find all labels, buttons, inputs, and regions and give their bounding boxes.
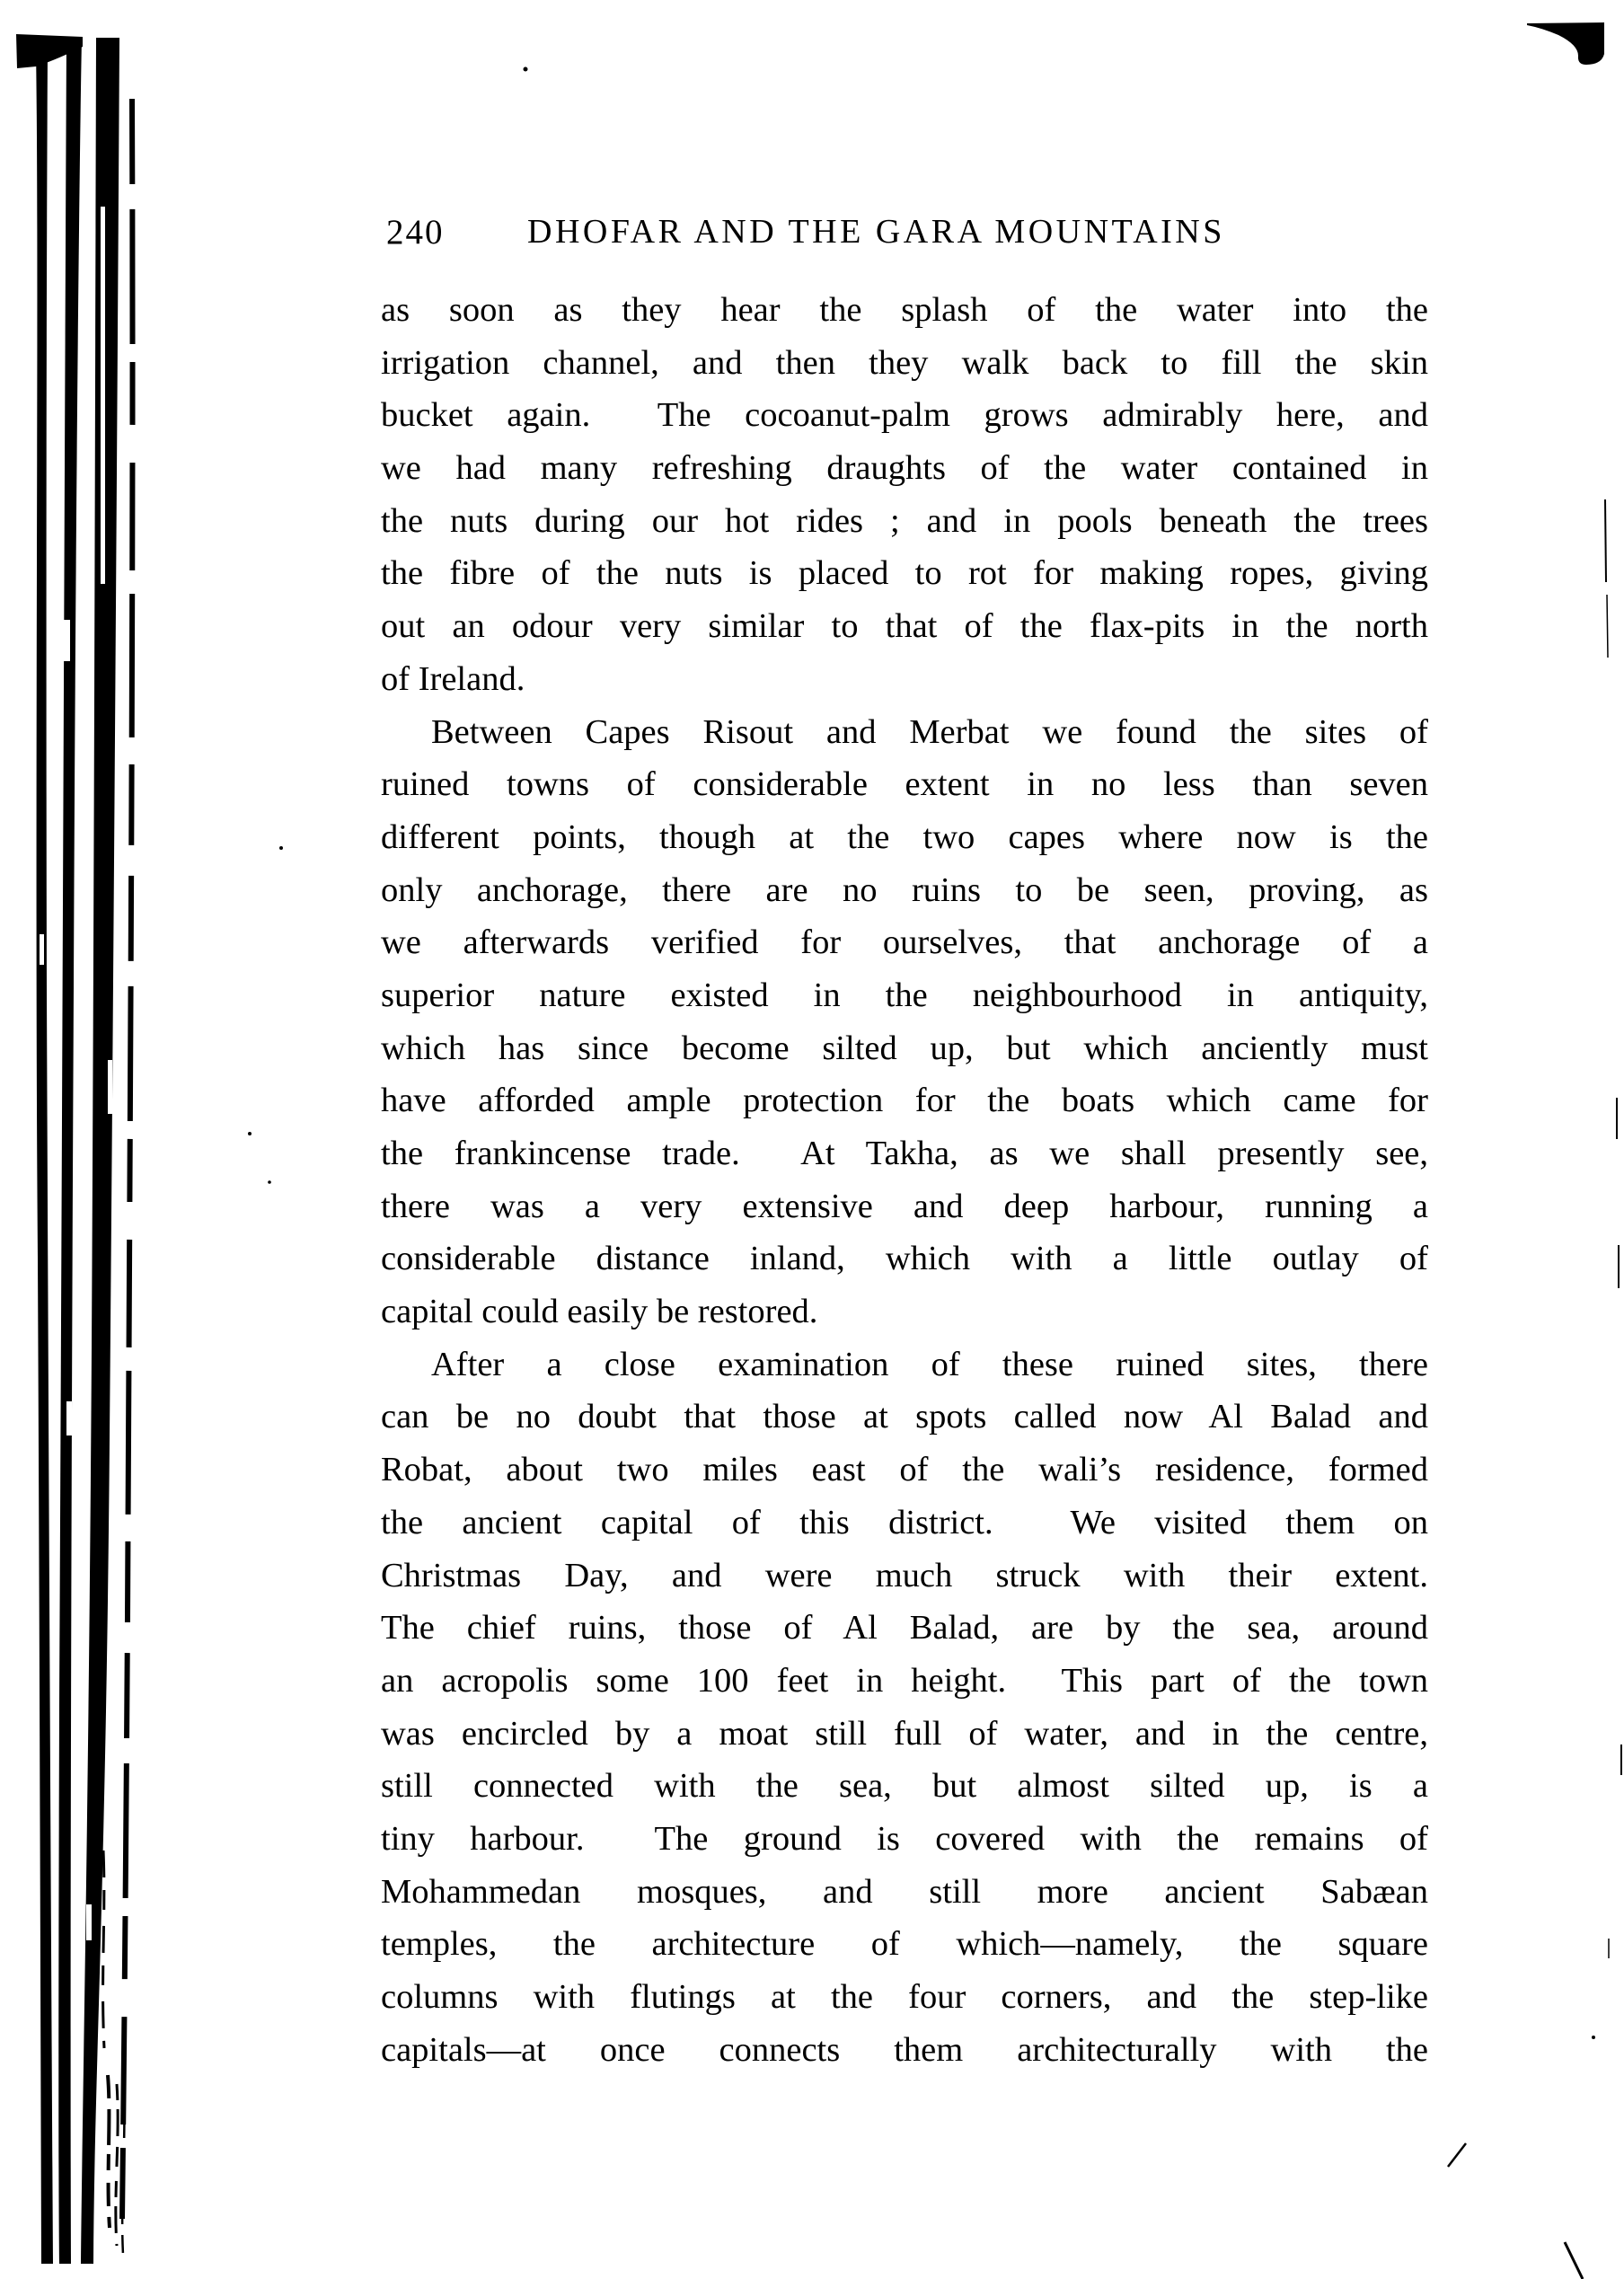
gutter-scratches (103, 1851, 104, 2048)
paragraph (381, 706, 1428, 1338)
text-line: we afterwards verified for ourselves, that anchorage of a (381, 923, 1428, 962)
text-block (381, 284, 1428, 2076)
text-line: the nuts during our hot rides ; and in pools beneath the trees (381, 501, 1428, 540)
gutter-stripe (81, 38, 119, 2264)
gutter-stripe-thin (122, 99, 133, 2219)
text-line: ruined towns of considerable extent in no less than seven (381, 765, 1428, 804)
ink-speck (248, 1132, 252, 1135)
text-line: Between Capes Risout and Merbat we found the sites of (431, 712, 1428, 751)
paragraph (381, 1338, 1428, 2077)
text-line: the frankincense trade. At Takha, as we shall presently see, (381, 1135, 1428, 1172)
gutter-scratches (122, 2093, 124, 2255)
ink-speck (1592, 2036, 1595, 2039)
text-line: have afforded ample protection for the boats which came for (381, 1082, 1428, 1120)
text-line: can be no doubt that those at spots called now Al Balad and (381, 1398, 1428, 1436)
running-title: DHOFAR AND THE GARA MOUNTAINS (527, 213, 1225, 251)
text-line: out an odour very similar to that of the flax-pits in the north (381, 607, 1428, 646)
text-line: After a close examination of these ruined sites, there (431, 1345, 1428, 1383)
text-line: superior nature existed in the neighbourhood in antiquity, (381, 976, 1428, 1014)
text-line: The chief ruins, those of Al Balad, are by the sea, around (381, 1609, 1428, 1647)
text-line: the fibre of the nuts is placed to rot for making ropes, giving (381, 554, 1428, 593)
page-header (381, 212, 1428, 259)
text-line: of Ireland. (381, 659, 525, 698)
text-line: as soon as they hear the splash of the water into the (381, 291, 1428, 329)
text-line: Mohammedan mosques, and still more ancient Sabæan (381, 1872, 1428, 1911)
text-line: capitals—at once connects them architecturally with the (381, 2030, 1428, 2069)
text-line: was encircled by a moat still full of water, and in the centre, (381, 1714, 1428, 1753)
text-line: we had many refreshing draughts of the water contained in (381, 449, 1428, 488)
text-line: only anchorage, there are no ruins to be seen, proving, as (381, 870, 1428, 909)
text-line: temples, the architecture of which—namely, the square (381, 1925, 1428, 1964)
text-line: different points, though at the two capes where now is the (381, 817, 1428, 856)
gutter-top-blob (16, 34, 83, 68)
corner-wedge-artifact (1527, 22, 1604, 65)
text-line: tiny harbour. The ground is covered with the remains of (381, 1819, 1428, 1858)
text-line: columns with flutings at the four corners, and the step-like (381, 1978, 1428, 2016)
gutter-scratches (116, 2084, 118, 2246)
page-number: 240 (386, 213, 445, 252)
text-line: an acropolis some 100 feet in height. This part of the town (381, 1661, 1428, 1700)
ink-speck (279, 846, 283, 850)
margin-hairline (1607, 595, 1608, 658)
text-line: the ancient capital of this district. We visited them on (381, 1503, 1428, 1541)
text-line: still connected with the sea, but almost silted up, is a (381, 1767, 1428, 1806)
text-line: irrigation channel, and then they walk back to fill the skin (381, 343, 1428, 382)
gutter-scratches (108, 2075, 110, 2228)
paragraph (381, 284, 1428, 706)
ink-speck (524, 67, 528, 72)
scan-gutter-artifact (0, 0, 198, 2279)
text-line: considerable distance inland, which with a little outlay of (381, 1240, 1428, 1278)
text-line: bucket again. The cocoanut-palm grows admirably here, and (381, 396, 1428, 435)
text-line: there was a very extensive and deep harbour, running a (381, 1187, 1428, 1225)
slash-mark (1448, 2143, 1466, 2167)
gutter-stripe (58, 38, 82, 2264)
slash-mark (1565, 2242, 1583, 2279)
gutter-stripe (36, 50, 53, 2264)
text-line: Robat, about two miles east of the wali’s residence, formed (381, 1451, 1428, 1489)
margin-hairline (1605, 499, 1606, 582)
text-line: Christmas Day, and were much struck with their extent. (381, 1556, 1428, 1594)
text-line: which has since become silted up, but which anciently must (381, 1029, 1428, 1067)
ink-speck (268, 1180, 271, 1184)
text-line: capital could easily be restored. (381, 1293, 818, 1331)
